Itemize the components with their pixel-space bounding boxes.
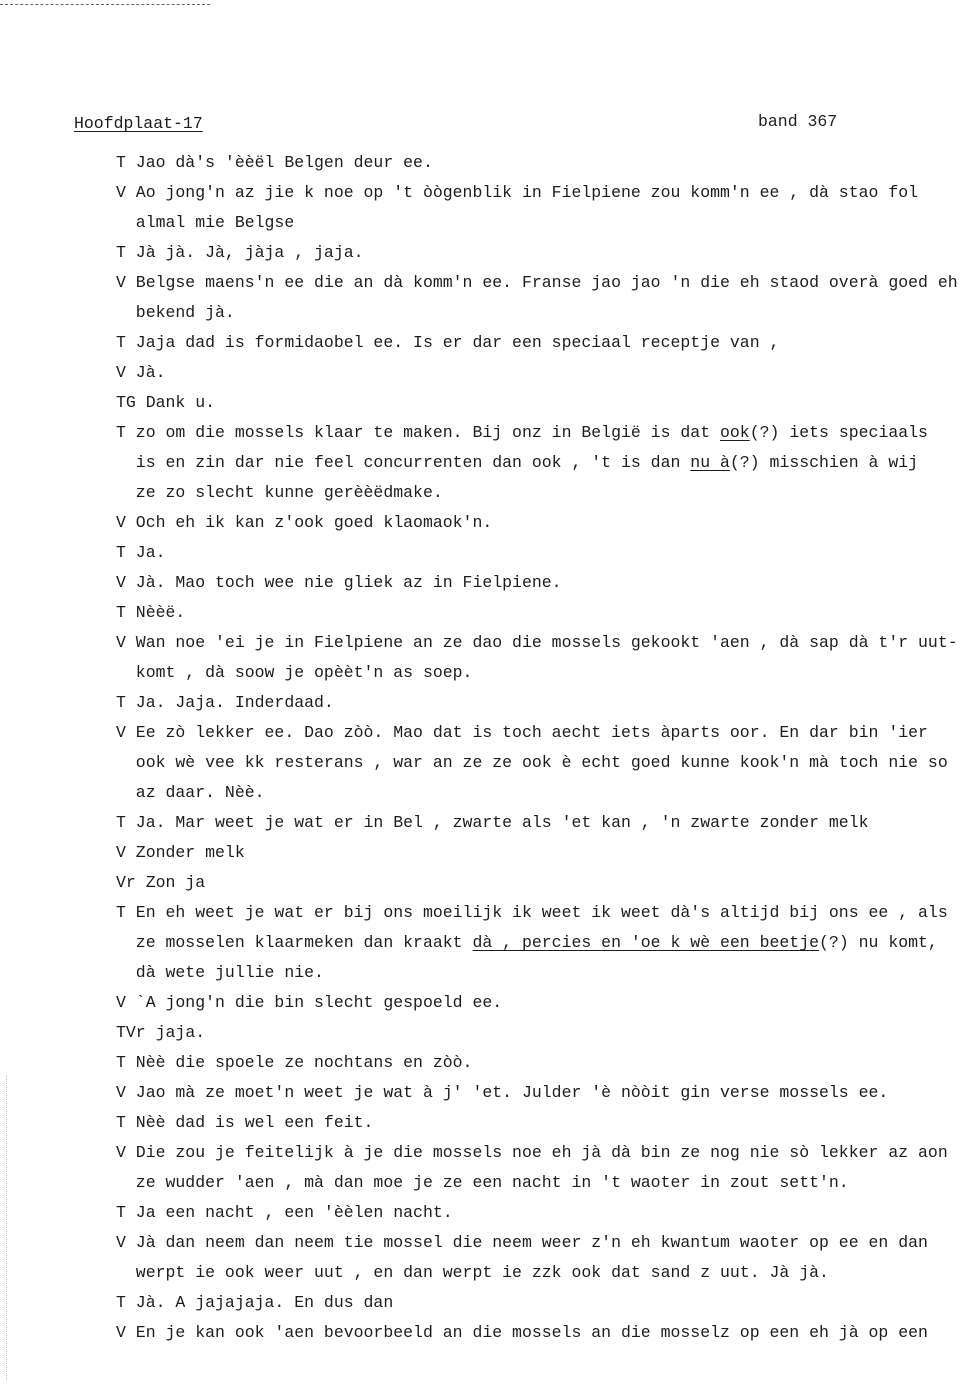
speaker-label: TVr bbox=[116, 1023, 146, 1042]
utterance-line bbox=[116, 538, 961, 568]
speaker-label: V bbox=[116, 1083, 126, 1102]
utterance-text: dà wete jullie nie. bbox=[135, 963, 324, 982]
utterance-text: Dank u. bbox=[145, 393, 216, 412]
continuation-line bbox=[116, 778, 961, 808]
utterance-line bbox=[116, 418, 961, 448]
utterance-text: ze zo slecht kunne gerèèëdmake. bbox=[135, 483, 443, 502]
utterance-text: bekend jà. bbox=[135, 303, 235, 322]
utterance-line bbox=[116, 148, 961, 178]
utterance-text: Zonder melk bbox=[135, 843, 245, 862]
speaker-label: T bbox=[116, 423, 126, 442]
speaker-label: V bbox=[116, 1143, 126, 1162]
utterance-line bbox=[116, 1318, 961, 1348]
utterance-line bbox=[116, 808, 961, 838]
speaker-label: V bbox=[116, 183, 126, 202]
utterance-text: zo om die mossels klaar te maken. Bij onz in België is dat bbox=[135, 423, 720, 442]
speaker-label: V bbox=[116, 723, 126, 742]
speaker-label: T bbox=[116, 333, 126, 352]
continuation-line bbox=[116, 658, 961, 688]
speaker-label: Vr bbox=[116, 873, 136, 892]
utterance-line bbox=[116, 718, 961, 748]
speaker-label: T bbox=[116, 603, 126, 622]
utterance-text: Ja. bbox=[135, 543, 166, 562]
continuation-line bbox=[116, 748, 961, 778]
utterance-text: Nèè dad is wel een feit. bbox=[135, 1113, 374, 1132]
utterance-text: ze wudder 'aen , mà dan moe je ze een nacht in 't waoter in zout sett'n. bbox=[135, 1173, 849, 1192]
utterance-line bbox=[116, 1138, 961, 1168]
speaker-label: V bbox=[116, 843, 126, 862]
utterance-text: Jà dan neem dan neem tie mossel die neem weer z'n eh kwantum waoter op ee en dan bbox=[135, 1233, 928, 1252]
speaker-label: V bbox=[116, 993, 126, 1012]
speaker-label: V bbox=[116, 513, 126, 532]
utterance-text: Belgse maens'n ee die an dà komm'n ee. Franse jao jao 'n die eh staod overà goed eh bbox=[135, 273, 958, 292]
utterance-text: Nèèë. bbox=[135, 603, 186, 622]
utterance-line bbox=[116, 838, 961, 868]
utterance-text: Ja. Mar weet je wat er in Bel , zwarte als 'et kan , 'n zwarte zonder melk bbox=[135, 813, 869, 832]
utterance-text: (?) misschien à wij bbox=[729, 453, 919, 472]
utterance-text: Die zou je feitelijk à je die mossels noe eh jà dà bin ze nog nie sò lekker az aon bbox=[135, 1143, 948, 1162]
utterance-line bbox=[116, 568, 961, 598]
scan-edge-mark bbox=[6, 1075, 7, 1380]
utterance-text: Nèè die spoele ze nochtans en zòò. bbox=[135, 1053, 473, 1072]
utterance-line bbox=[116, 178, 961, 208]
utterance-line bbox=[116, 628, 961, 658]
speaker-label: V bbox=[116, 633, 126, 652]
utterance-line bbox=[116, 328, 961, 358]
document-title: Hoofdplaat-17 bbox=[74, 114, 203, 133]
continuation-line bbox=[116, 298, 961, 328]
utterance-text: komt , dà soow je opèèt'n as soep. bbox=[135, 663, 473, 682]
utterance-line bbox=[116, 1108, 961, 1138]
speaker-label: V bbox=[116, 1233, 126, 1252]
utterance-line bbox=[116, 1078, 961, 1108]
utterance-line bbox=[116, 868, 961, 898]
utterance-line bbox=[116, 898, 961, 928]
top-dashed-rule bbox=[0, 4, 210, 5]
utterance-text: Ao jong'n az jie k noe op 't òògenblik in Fielpiene zou komm'n ee , dà stao fol bbox=[135, 183, 919, 202]
utterance-line bbox=[116, 1048, 961, 1078]
utterance-line bbox=[116, 358, 961, 388]
tape-number: band 367 bbox=[758, 112, 838, 131]
speaker-label: T bbox=[116, 1293, 126, 1312]
utterance-text: Ja een nacht , een 'èèlen nacht. bbox=[135, 1203, 453, 1222]
utterance-line bbox=[116, 1198, 961, 1228]
utterance-text: (?) nu komt, bbox=[819, 933, 938, 952]
utterance-text: Zon ja bbox=[145, 873, 206, 892]
speaker-label: V bbox=[116, 1323, 126, 1342]
utterance-text: Jaja dad is formidaobel ee. Is er dar een speciaal receptje van , bbox=[135, 333, 780, 352]
utterance-text: Jao mà ze moet'n weet je wat à j' 'et. Julder 'è nòòit gin verse mossels ee. bbox=[135, 1083, 889, 1102]
utterance-line bbox=[116, 388, 961, 418]
speaker-label: T bbox=[116, 153, 126, 172]
utterance-line bbox=[116, 1228, 961, 1258]
speaker-label: T bbox=[116, 813, 126, 832]
continuation-line bbox=[116, 958, 961, 988]
underlined-text: nu à bbox=[690, 453, 730, 472]
speaker-label: V bbox=[116, 573, 126, 592]
continuation-line bbox=[116, 448, 961, 478]
utterance-text: Ja. Jaja. Inderdaad. bbox=[135, 693, 334, 712]
continuation-line bbox=[116, 928, 961, 958]
utterance-line bbox=[116, 1288, 961, 1318]
utterance-text: is en zin dar nie feel concurrenten dan ook , 't is dan bbox=[135, 453, 691, 472]
underlined-text: dà , percies en 'oe k wè een beetje bbox=[472, 933, 820, 952]
continuation-line bbox=[116, 1168, 961, 1198]
speaker-label: T bbox=[116, 1053, 126, 1072]
utterance-text: Jà. A jajajaja. En dus dan bbox=[135, 1293, 394, 1312]
speaker-label: TG bbox=[116, 393, 136, 412]
speaker-label: V bbox=[116, 273, 126, 292]
speaker-label: T bbox=[116, 543, 126, 562]
utterance-text: Jà jà. Jà, jàja , jaja. bbox=[135, 243, 364, 262]
underlined-text: ook bbox=[720, 423, 750, 442]
utterance-text: Ee zò lekker ee. Dao zòò. Mao dat is toch aecht iets àparts oor. En dar bin 'ier bbox=[135, 723, 928, 742]
utterance-line bbox=[116, 238, 961, 268]
utterance-text: Jà. Mao toch wee nie gliek az in Fielpiene. bbox=[135, 573, 562, 592]
continuation-line bbox=[116, 478, 961, 508]
utterance-text: werpt ie ook weer uut , en dan werpt ie zzk ook dat sand z uut. Jà jà. bbox=[135, 1263, 829, 1282]
utterance-text: ze mosselen klaarmeken dan kraakt bbox=[135, 933, 473, 952]
utterance-text: Och eh ik kan z'ook goed klaomaok'n. bbox=[135, 513, 493, 532]
utterance-text: (?) iets speciaals bbox=[749, 423, 928, 442]
utterance-text: `A jong'n die bin slecht gespoeld ee. bbox=[135, 993, 503, 1012]
utterance-line bbox=[116, 988, 961, 1018]
utterance-line bbox=[116, 688, 961, 718]
speaker-label: V bbox=[116, 363, 126, 382]
utterance-text: almal mie Belgse bbox=[135, 213, 295, 232]
transcript bbox=[116, 148, 961, 1348]
utterance-text: En eh weet je wat er bij ons moeilijk ik weet ik weet dà's altijd bij ons ee , als bbox=[135, 903, 948, 922]
utterance-text: ook wè vee kk resterans , war an ze ze ook è echt goed kunne kook'n mà toch nie so bbox=[135, 753, 948, 772]
utterance-text: Jà. bbox=[135, 363, 166, 382]
utterance-line bbox=[116, 1018, 961, 1048]
utterance-text: az daar. Nèè. bbox=[135, 783, 265, 802]
speaker-label: T bbox=[116, 1113, 126, 1132]
utterance-text: jaja. bbox=[155, 1023, 206, 1042]
utterance-line bbox=[116, 598, 961, 628]
speaker-label: T bbox=[116, 243, 126, 262]
utterance-text: En je kan ook 'aen bevoorbeeld an die mossels an die mosselz op een eh jà op een bbox=[135, 1323, 928, 1342]
utterance-text: Wan noe 'ei je in Fielpiene an ze dao die mossels gekookt 'aen , dà sap dà t'r uut- bbox=[135, 633, 958, 652]
continuation-line bbox=[116, 208, 961, 238]
utterance-text: Jao dà's 'èèël Belgen deur ee. bbox=[135, 153, 433, 172]
utterance-line bbox=[116, 508, 961, 538]
speaker-label: T bbox=[116, 1203, 126, 1222]
speaker-label: T bbox=[116, 903, 126, 922]
continuation-line bbox=[116, 1258, 961, 1288]
utterance-line bbox=[116, 268, 961, 298]
speaker-label: T bbox=[116, 693, 126, 712]
